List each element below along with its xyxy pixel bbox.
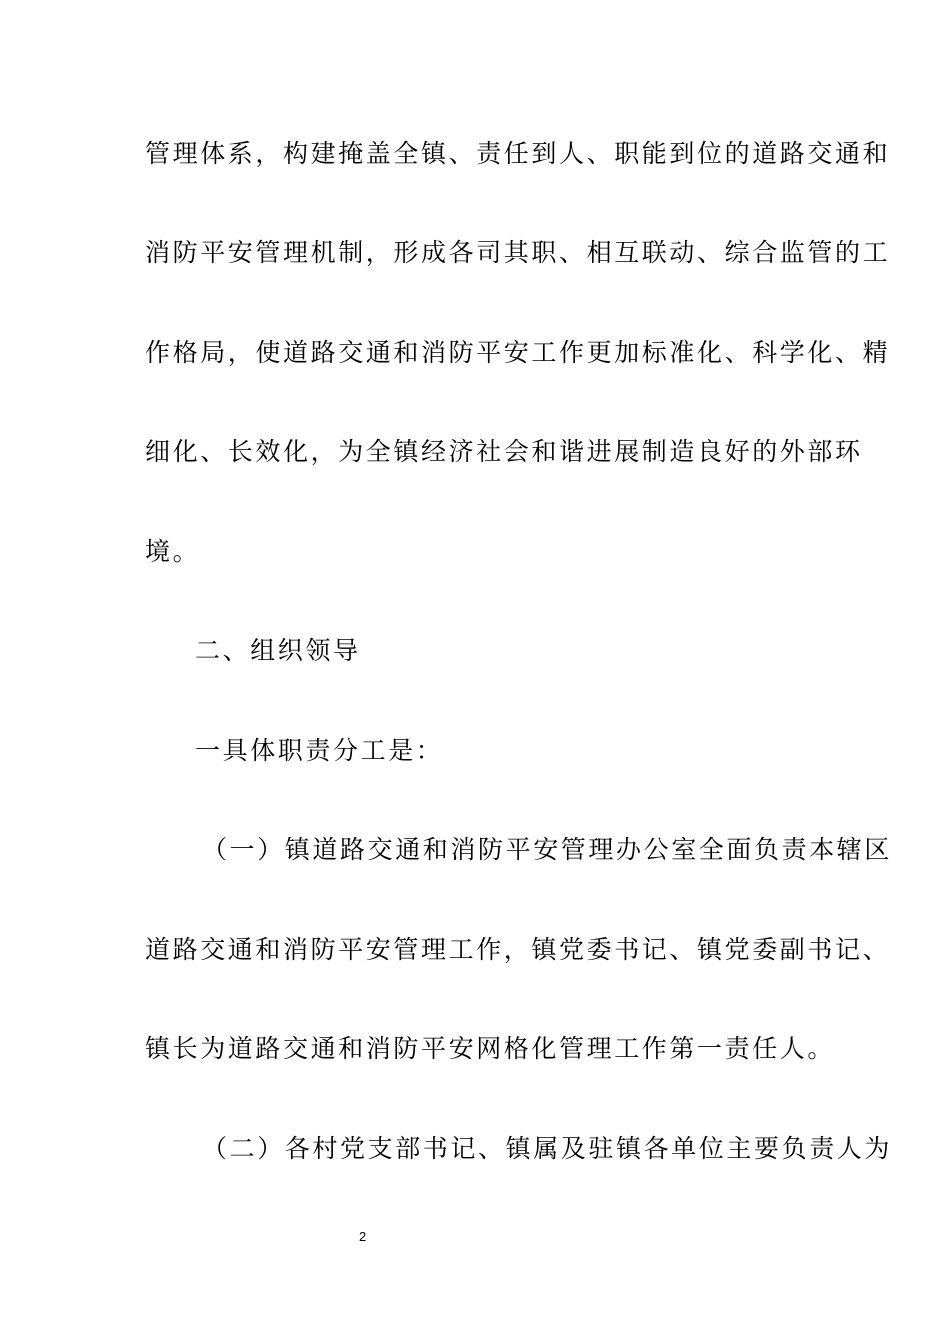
section-heading: 二、组织领导: [195, 636, 361, 665]
item-1-line-3: 镇长为道路交通和消防平安网格化管理工作第一责任人。: [145, 1034, 836, 1063]
subsection-intro: 一具体职责分工是：: [195, 736, 444, 765]
item-1-line-1: （一）镇道路交通和消防平安管理办公室全面负责本辖区: [202, 835, 893, 864]
paragraph-line-1: 管理体系，构建掩盖全镇、责任到人、职能到位的道路交通和: [145, 139, 891, 168]
paragraph-line-5: 境。: [145, 537, 201, 566]
item-1-line-2: 道路交通和消防平安管理工作，镇党委书记、镇党委副书记、: [145, 935, 891, 964]
paragraph-line-4: 细化、长效化，为全镇经济社会和谐进展制造良好的外部环: [145, 437, 863, 466]
page-number: 2: [359, 1229, 367, 1244]
paragraph-line-2: 消防平安管理机制，形成各司其职、相互联动、综合监管的工: [145, 238, 891, 267]
paragraph-line-3: 作格局，使道路交通和消防平安工作更加标准化、科学化、精: [145, 338, 891, 367]
item-2-line-1: （二）各村党支部书记、镇属及驻镇各单位主要负责人为: [202, 1134, 893, 1163]
